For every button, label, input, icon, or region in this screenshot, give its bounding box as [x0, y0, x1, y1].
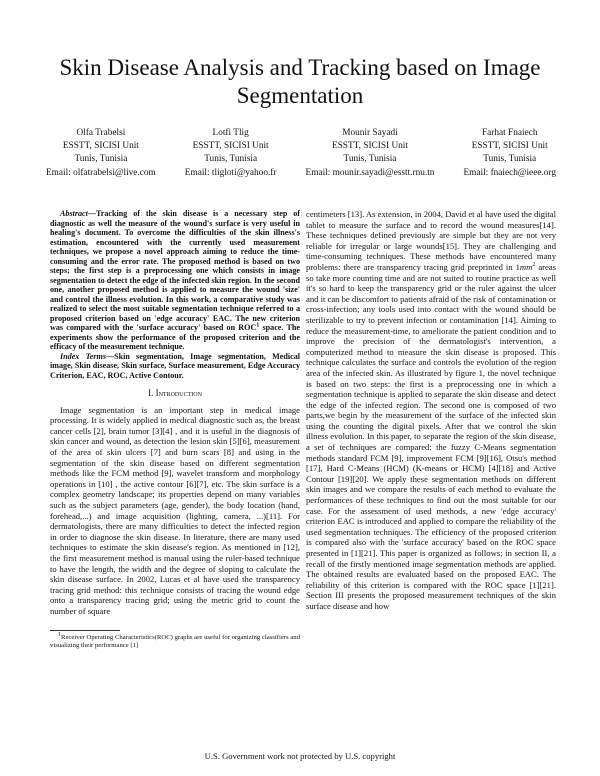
author-location: Tunis, Tunisia — [204, 154, 258, 165]
author-name: Olfa Trabelsi — [76, 128, 126, 138]
abstract-tail: space. The experiments show the performance of the proposed criterion and the efficacy of the measurement technique. — [50, 323, 300, 351]
author-4 — [463, 127, 556, 180]
section-heading: I. Introduction — [148, 388, 202, 398]
intro-continued-paragraph — [306, 209, 556, 612]
intro-right-part-b: areas so take more counting time and are not suited to routine practice as well it's so hard to keep the transparency grid or the ruler against the ulcer and it can be discomfort to patients afraid of the risk of contamination or cross-infection; any tools used into contact with the wound should be sterilizable to try to prevent infection or contamination [14]. Aiming to reduce the measurement-time, to ameliorate the patient condition and to improve the precision of the dermatologist's intervention, a computerized method to measure the skin disease is proposed. This technique calculates the surface and controls the evolution of the region area of the infected skin. As illustrated by figure 1, the novel technique is based on two steps: the first is a preprocessing one in which a segmentation technique is applied to separate the skin disease and detect the edge of the infected region. The second one is composed of two parts,we begin by the measurement of the surface of the infected skin using the counting the digital pixels. After that we control the skin illness evolution. In this paper, to separate the region of the skin disease, a set of techniques are compared: the fuzzy C-Means segmentation methods standard FCM [9], improvement FCM [9][16], Otsu's method [17], Hard C-Means (HCM) (K-means or HCM) [4][18] and Active Contour [19][20]. We apply these segmentation methods on different skin images and we compare the results of each method to evaluate the performances of these techniques to find out the most suitable for our case. For the assessment of used methods, a new 'edge accuracy' criterion EAC is introduced and applied to compare the reliability of the used segmentation techniques. The efficiency of the proposed criterion is compared also with the 'surface accuracy' based on the ROC space presented in [1][21]. This paper is organized as follows; in section II, a recall of the firstly mentioned image segmentation methods are applied. The obtained results are evaluated based on the proposed EAC. The reliability of this criterion is compared with the ROC space [1][21]. Section III presents the proposed measurement techniques of the skin surface disease and how — [306, 261, 556, 611]
author-name: Lotfi Tlig — [212, 128, 249, 138]
left-column — [50, 209, 300, 650]
intro-paragraph: Image segmentation is an important step in medical image processing. It is widely applied in medical diagnostic such as, the breast cancer cells [2], brain tumor [3][4] , and it is useful in the diagnosis of skin cancer and wound, as detection the lesion skin [5][6], measurement of the area of skin ulcers [7] and burn scars [8] and using in the segmentation of the skin disease based on different segmentation methods like the FCM method [9], wavelet transform and morphology operations in [10] , the active contour [6][7], etc. The skin surface is a complex geometry landscape; its properties depend on many variables such as the subject parameters (age, gender), the body location (hand, forehead,...) and image acquisition (lighting, camera, ...)[11]. For dermatologists, there are many difficulties to detect the infected region in order to diagnose the skin disease. In literature, there are many used techniques to estimate the skin disease's region. As mentioned in [12], the first measurement method is manual using the ruler-based technique to have the length, the width and the degree of sloping to calculate the skin disease surface. In 2002, Lucas et al have used the transparency tracing grid method: this technique consists of tracing the wound edge onto a transparency tracing grid; using the metric grid to count the number of square — [50, 404, 300, 616]
footnote-mark: 1 — [58, 632, 61, 639]
abstract — [50, 209, 300, 352]
author-3 — [306, 127, 435, 180]
author-location: Tunis, Tunisia — [483, 154, 537, 165]
index-terms — [50, 352, 300, 381]
page-footer: U.S. Government work not protected by U.S. copyright — [204, 751, 396, 761]
index-terms-lead: Index Terms — [60, 351, 106, 361]
right-column — [306, 209, 556, 612]
index-terms-text: —Skin segmentation, Image segmentation, Medical image, Skin disease, Skin surface, Surface measurement, Edge Accuracy Criterion, EAC, ROC, Active Contour. — [50, 351, 300, 380]
author-affiliation: ESSTT, SICISI Unit — [471, 141, 548, 152]
intro-right-part-a: centimeters [13]. As extension, in 2004, David et al have used the digital tablet to measure the surface and to record the wound measures[14]. These techniques defined previously are simple but they are not very reliable for irregular or large wounds[15]. They are challenging and time-consuming techniques. These methods have encountered many problems: there are transparency tracing grid preprinted in 1 — [306, 209, 556, 272]
author-email: Email: olfatrabelsi@live.com — [46, 167, 156, 178]
author-email: Email: fnaiech@ieee.org — [463, 167, 556, 178]
author-name: Mounir Sayadi — [342, 128, 398, 138]
unit-mm: mm — [519, 261, 533, 272]
paper-title: Skin Disease Analysis and Tracking based on Image Segmentation — [59, 55, 541, 108]
author-affiliation: ESSTT, SICISI Unit — [192, 141, 269, 152]
author-name: Farhat Fnaiech — [481, 128, 538, 138]
abstract-text: —Tracking of the skin disease is a necessary step of diagnostic as well the measure of the wound's surface is very useful in healing's document. To overcome the difficulties of the skin illness's estimation, encountered with the currently used measurement techniques, we propose a novel approach aiming to reduce the time-consuming and the error rate. The proposed method is based on two steps; the first step is a preprocessing one which consists in image segmentation to detect the edge of the infected skin region. In the second one, another proposed method is applied to measure the wound 'size' and control the illness evolution. In this work, a comparative study was realized to select the most suitable segmentation technique referred to a proposed criterion based on 'edge accuracy' EAC. The new criterion was compared with the 'surface accuracy' based on ROC — [50, 209, 300, 332]
author-2 — [185, 127, 277, 180]
author-location: Tunis, Tunisia — [74, 154, 128, 165]
author-affiliation: ESSTT, SICISI Unit — [62, 141, 139, 152]
abstract-lead: Abstract — [60, 209, 88, 218]
author-1 — [46, 127, 156, 180]
author-email: Email: tligloti@yahoo.fr — [184, 167, 277, 178]
unit-exponent: 2 — [532, 262, 536, 269]
author-email: Email: mounir.sayadi@esstt.rnu.tn — [305, 167, 435, 178]
footnote-text: Receiver Operating Characteristics(ROC) graphs are useful for organizing classifiers and visualizing their performance [1] — [50, 634, 300, 650]
author-location: Tunis, Tunisia — [343, 154, 397, 165]
author-affiliation: ESSTT, SICISI Unit — [331, 141, 408, 152]
footnote — [50, 634, 300, 650]
author-block — [46, 127, 556, 180]
footnote-marker: 1 — [256, 322, 260, 329]
